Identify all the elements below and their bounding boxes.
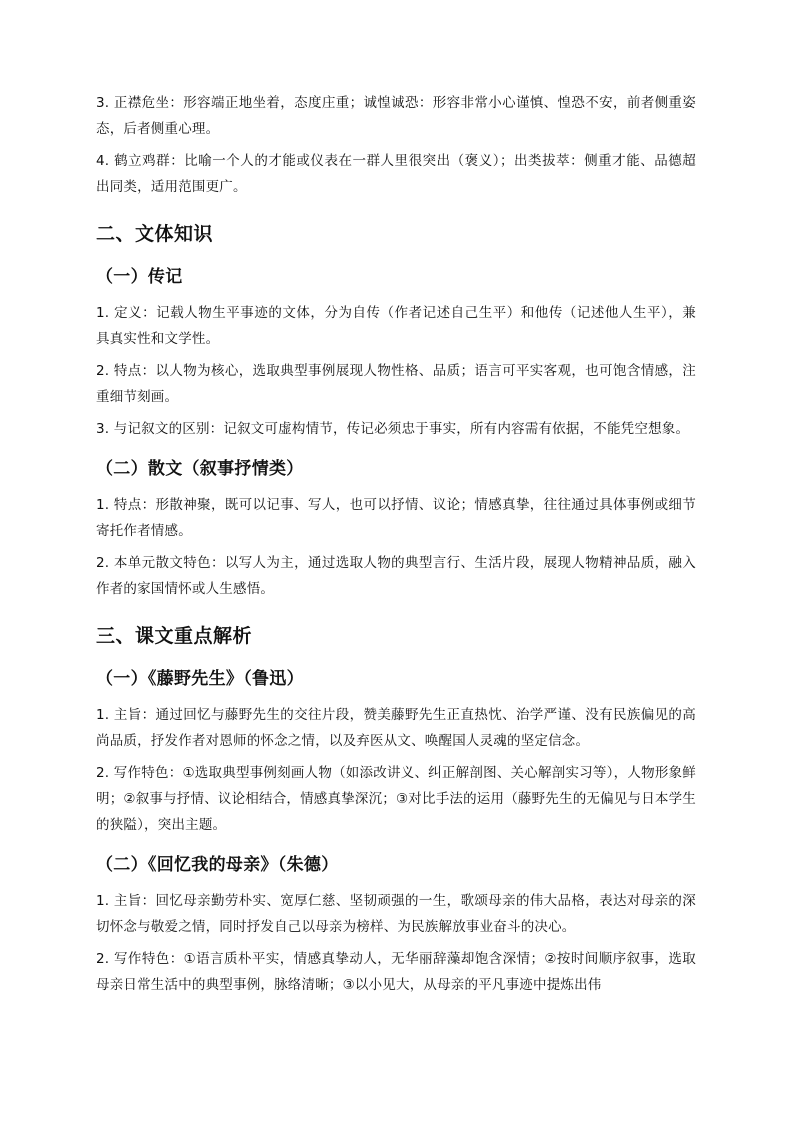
vocab-item-3: 3. 正襟危坐：形容端正地坐着，态度庄重；诚惶诚恐：形容非常小心谨慎、惶恐不安，前者侧重姿态，后者侧重心理。	[96, 95, 696, 137]
biography-item-1: 1. 定义：记载人物生平事迹的文体，分为自传（作者记述自己生平）和他传（记述他人生平），兼具真实性和文学性。	[96, 305, 696, 347]
tengye-item-1: 1. 主旨：通过回忆与藤野先生的交往片段，赞美藤野先生正直热忱、治学严谨、没有民族偏见的高尚品质，抒发作者对恩师的怀念之情，以及弃医从文、唤醒国人灵魂的坚定信念。	[96, 707, 696, 749]
subsection-heading-tengye: （一）《藤野先生》（鲁迅）	[96, 669, 304, 689]
biography-item-3: 3. 与记叙文的区别：记叙文可虚构情节，传记必须忠于事实，所有内容需有依据，不能凭空想象。	[96, 421, 690, 437]
prose-item-1: 1. 特点：形散神聚，既可以记事、写人，也可以抒情、议论；情感真挚，往往通过具体事例或细节寄托作者情感。	[96, 497, 696, 539]
section-heading-analysis: 三、课文重点解析	[96, 625, 253, 647]
prose-item-2: 2. 本单元散文特色：以写人为主，通过选取人物的典型言行、生活片段，展现人物精神品质，融入作者的家国情怀或人生感悟。	[96, 555, 696, 597]
mother-item-2: 2. 写作特色：①语言质朴平实，情感真挚动人，无华丽辞藻却饱含深情；②按时间顺序叙事，选取母亲日常生活中的典型事例，脉络清晰；③以小见大，从母亲的平凡事迹中提炼出伟	[96, 951, 696, 993]
document-content	[96, 90, 696, 1004]
biography-item-2: 2. 特点：以人物为核心，选取典型事例展现人物性格、品质；语言可平实客观，也可饱含情感，注重细节刻画。	[96, 363, 696, 405]
subsection-heading-biography: （一）传记	[96, 267, 183, 287]
section-heading-genre: 二、文体知识	[96, 223, 214, 245]
subsection-heading-mother: （二）《回忆我的母亲》（朱德）	[96, 855, 339, 875]
subsection-heading-prose: （二）散文（叙事抒情类）	[96, 459, 304, 479]
vocab-item-4: 4. 鹤立鸡群：比喻一个人的才能或仪表在一群人里很突出（褒义）；出类拔萃：侧重才能、品德超出同类，适用范围更广。	[96, 153, 696, 195]
tengye-item-2: 2. 写作特色：①选取典型事例刻画人物（如添改讲义、纠正解剖图、关心解剖实习等），人物形象鲜明；②叙事与抒情、议论相结合，情感真挚深沉；③对比手法的运用（藤野先生的无偏见与日本学生的狭隘），突出主题。	[96, 765, 697, 833]
mother-item-1: 1. 主旨：回忆母亲勤劳朴实、宽厚仁慈、坚韧顽强的一生，歌颂母亲的伟大品格，表达对母亲的深切怀念与敬爱之情，同时抒发自己以母亲为榜样、为民族解放事业奋斗的决心。	[96, 893, 696, 935]
